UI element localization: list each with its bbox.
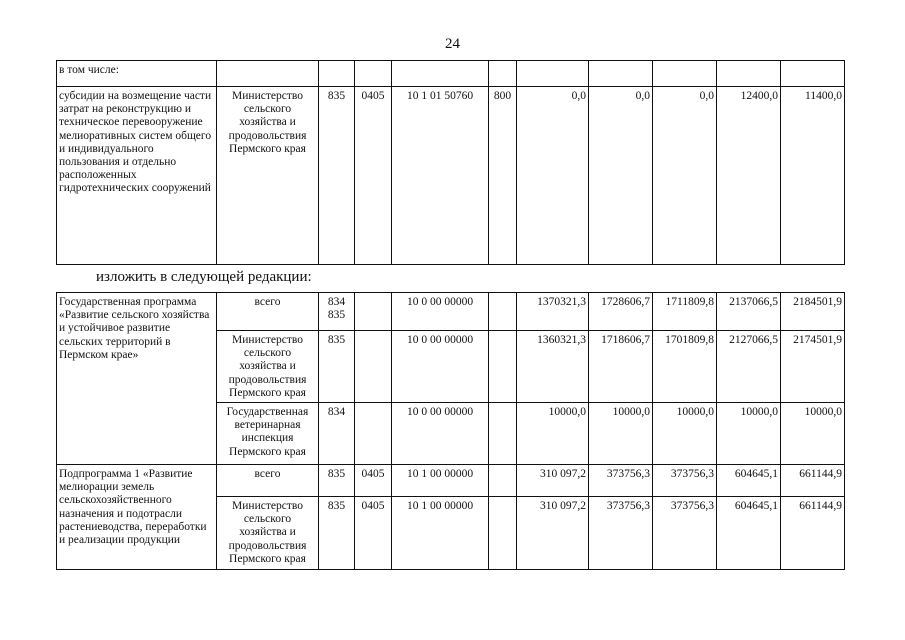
org-cell: Министерство сельского хозяйства и продовольствия Пермского края <box>217 331 319 403</box>
value-cell: 661144,9 <box>781 497 845 570</box>
value-cell: 1711809,8 <box>653 293 717 331</box>
vr-cell: 800 <box>489 87 517 265</box>
page-number: 24 <box>445 36 460 52</box>
value-cell: 310 097,2 <box>517 465 589 497</box>
org-cell: Министерство сельского хозяйства и продовольствия Пермского края <box>217 497 319 570</box>
kvsr-cell: 835 <box>319 87 355 265</box>
org-cell: всего <box>217 465 319 497</box>
kvsr-cell: 834 <box>319 403 355 465</box>
vr-cell <box>489 465 517 497</box>
rz-cell: 0405 <box>355 87 392 265</box>
value-cell: 1728606,7 <box>589 293 653 331</box>
value-cell: 10000,0 <box>589 403 653 465</box>
subprogram-description: Подпрограмма 1 «Развитие мелиорации земель сельскохозяйственного назначения и подотрасли растениеводства, переработки и реализации продукции <box>57 465 217 570</box>
table-row <box>57 465 845 497</box>
value-cell: 10000,0 <box>517 403 589 465</box>
value-cell: 604645,1 <box>717 465 781 497</box>
table-row <box>57 293 845 331</box>
value-cell: 10000,0 <box>653 403 717 465</box>
value-cell: 2137066,5 <box>717 293 781 331</box>
value-cell: 10000,0 <box>781 403 845 465</box>
kvsr-cell: 835 <box>319 465 355 497</box>
table-row-subsidy <box>57 87 845 265</box>
value-cell: 0,0 <box>589 87 653 265</box>
budget-table-new <box>56 292 845 570</box>
vr-cell <box>489 293 517 331</box>
value-cell: 661144,9 <box>781 465 845 497</box>
value-cell: 1360321,3 <box>517 331 589 403</box>
value-cell: 2127066,5 <box>717 331 781 403</box>
value-cell: 2174501,9 <box>781 331 845 403</box>
value-cell: 0,0 <box>517 87 589 265</box>
csr-cell: 10 0 00 00000 <box>392 403 489 465</box>
org-cell: всего <box>217 293 319 331</box>
value-cell: 373756,3 <box>653 465 717 497</box>
value-cell: 11400,0 <box>781 87 845 265</box>
subsidy-description: субсидии на возмещение части затрат на реконструкцию и техническое перевооружение мелиоративных систем общего и индивидуального пользования и отдельно расположенных гидротехнических сооружений <box>57 87 217 265</box>
kvsr-cell: 835 <box>319 497 355 570</box>
rz-cell <box>355 293 392 331</box>
csr-cell: 10 0 00 00000 <box>392 331 489 403</box>
org-cell: Министерство сельского хозяйства и продовольствия Пермского края <box>217 87 319 265</box>
value-cell: 1718606,7 <box>589 331 653 403</box>
kvsr-cell: 834 835 <box>319 293 355 331</box>
value-cell: 373756,3 <box>653 497 717 570</box>
kvsr-cell: 835 <box>319 331 355 403</box>
program-description: Государственная программа «Развитие сельского хозяйства и устойчивое развитие сельских территорий в Пермском крае» <box>57 293 217 465</box>
value-cell: 0,0 <box>653 87 717 265</box>
vr-cell <box>489 331 517 403</box>
value-cell: 310 097,2 <box>517 497 589 570</box>
rz-cell <box>355 403 392 465</box>
value-cell: 10000,0 <box>717 403 781 465</box>
csr-cell: 10 1 01 50760 <box>392 87 489 265</box>
rz-cell: 0405 <box>355 497 392 570</box>
value-cell: 2184501,9 <box>781 293 845 331</box>
budget-table-old <box>56 60 845 265</box>
table-row-in-that-number <box>57 61 845 87</box>
csr-cell: 10 1 00 00000 <box>392 497 489 570</box>
vr-cell <box>489 497 517 570</box>
vr-cell <box>489 403 517 465</box>
value-cell: 604645,1 <box>717 497 781 570</box>
value-cell: 1370321,3 <box>517 293 589 331</box>
value-cell: 1701809,8 <box>653 331 717 403</box>
amendment-heading: изложить в следующей редакции: <box>96 269 312 285</box>
rz-cell <box>355 331 392 403</box>
csr-cell: 10 1 00 00000 <box>392 465 489 497</box>
csr-cell: 10 0 00 00000 <box>392 293 489 331</box>
row-label: в том числе: <box>57 61 217 87</box>
org-cell: Государственная ветеринарная инспекция Пермского края <box>217 403 319 465</box>
value-cell: 12400,0 <box>717 87 781 265</box>
value-cell: 373756,3 <box>589 465 653 497</box>
value-cell: 373756,3 <box>589 497 653 570</box>
rz-cell: 0405 <box>355 465 392 497</box>
